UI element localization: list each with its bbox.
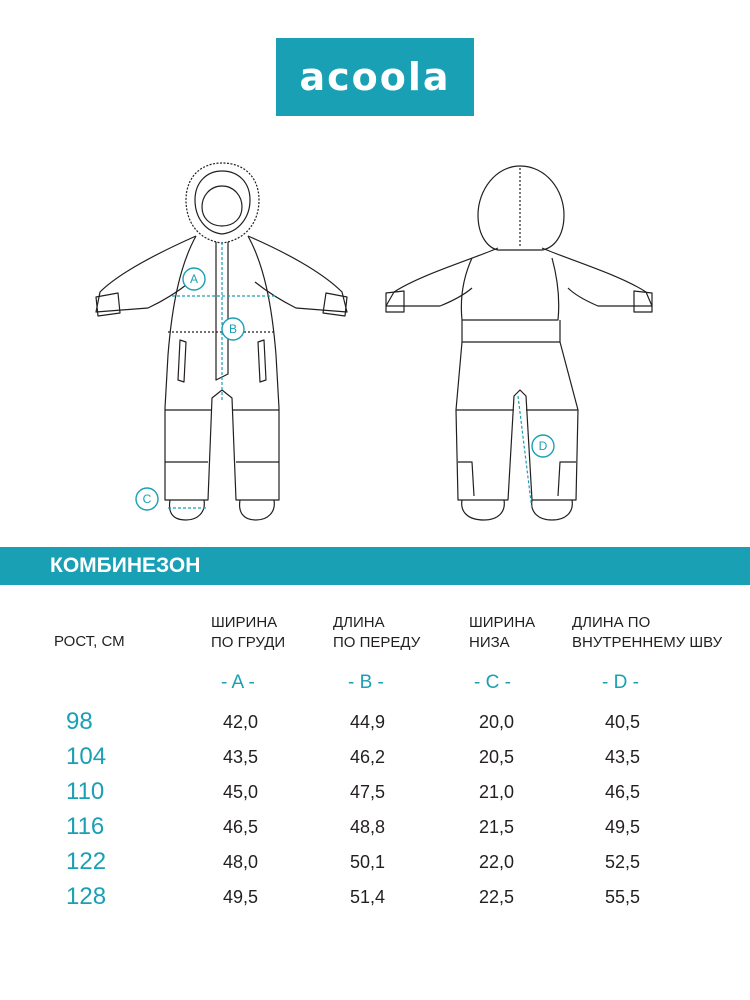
row-size: 122 — [66, 848, 107, 875]
product-title: КОМБИНЕЗОН — [50, 554, 201, 577]
value-a: 48,0 — [223, 852, 259, 872]
marker-d-label: D — [538, 439, 548, 453]
garment-technical-drawing — [0, 150, 750, 540]
column-letter-c: - C - — [474, 672, 511, 693]
row-size: 104 — [66, 743, 107, 770]
column-letter-d: - D - — [602, 672, 639, 693]
value-b: 50,1 — [350, 852, 386, 872]
column-header-c-line2: НИЗА — [469, 634, 510, 651]
column-letter-a: - A - — [221, 672, 255, 693]
height-column-header: РОСТ, СМ — [54, 633, 125, 650]
back-view — [386, 166, 652, 520]
value-d: 49,5 — [605, 817, 641, 837]
row-size: 128 — [66, 883, 107, 910]
value-d: 43,5 — [605, 747, 641, 767]
marker-a-label: A — [189, 272, 199, 286]
column-header-d-line2: ВНУТРЕННЕМУ ШВУ — [572, 634, 723, 651]
row-size: 110 — [66, 778, 105, 805]
front-view — [96, 163, 347, 520]
column-header-a-line1: ШИРИНА — [211, 614, 278, 631]
value-d: 40,5 — [605, 712, 641, 732]
value-b: 51,4 — [350, 887, 386, 907]
row-size: 98 — [66, 708, 93, 735]
value-d: 46,5 — [605, 782, 641, 802]
value-a: 45,0 — [223, 782, 259, 802]
column-header-b-line1: ДЛИНА — [333, 614, 385, 631]
value-b: 47,5 — [350, 782, 386, 802]
column-letter-b: - B - — [348, 672, 384, 693]
column-header-d-line1: ДЛИНА ПО — [572, 614, 651, 631]
marker-b-label: B — [228, 322, 238, 336]
value-d: 55,5 — [605, 887, 641, 907]
value-c: 22,5 — [479, 887, 515, 907]
value-c: 20,0 — [479, 712, 515, 732]
value-d: 52,5 — [605, 852, 641, 872]
brand-logo-text: acoola — [299, 55, 451, 99]
brand-logo — [276, 38, 474, 116]
value-b: 44,9 — [350, 712, 386, 732]
column-header-c-line1: ШИРИНА — [469, 614, 536, 631]
column-header-b-line2: ПО ПЕРЕДУ — [333, 634, 421, 651]
value-a: 43,5 — [223, 747, 259, 767]
value-a: 42,0 — [223, 712, 259, 732]
value-c: 21,0 — [479, 782, 515, 802]
value-a: 49,5 — [223, 887, 259, 907]
value-b: 48,8 — [350, 817, 386, 837]
row-size: 116 — [66, 813, 105, 840]
value-a: 46,5 — [223, 817, 259, 837]
column-header-a-line2: ПО ГРУДИ — [211, 634, 286, 651]
value-c: 21,5 — [479, 817, 515, 837]
value-b: 46,2 — [350, 747, 386, 767]
marker-c-label: C — [142, 492, 152, 506]
value-c: 20,5 — [479, 747, 515, 767]
value-c: 22,0 — [479, 852, 515, 872]
product-title-band — [0, 547, 750, 585]
